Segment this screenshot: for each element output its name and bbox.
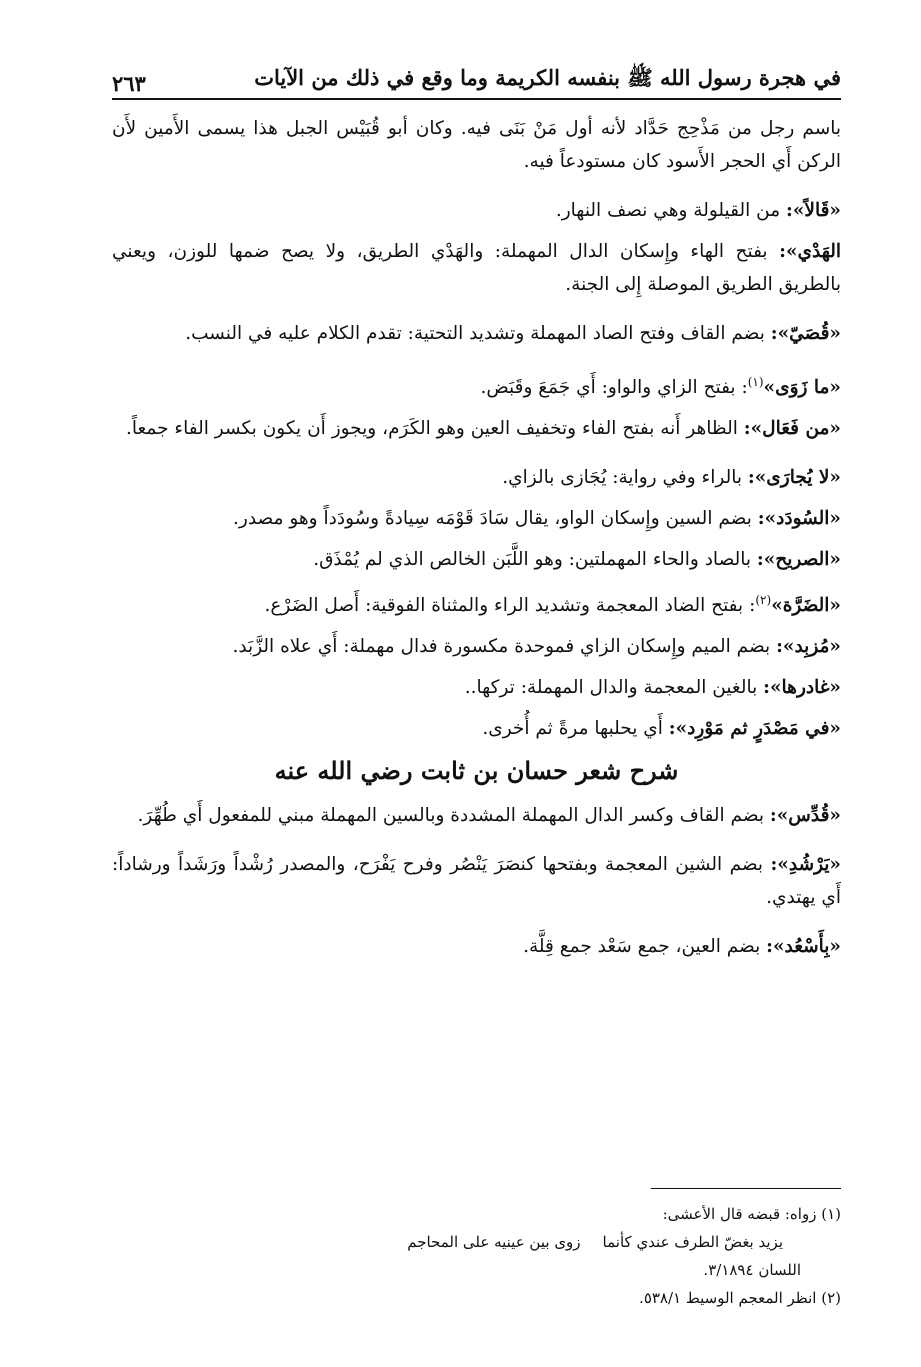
paragraph: «السُودَد»: بضم السين وإِسكان الواو، يقال سَادَ قَوْمَه سِيادةً وسُودَداً وهو مصدر. — [233, 508, 841, 530]
paragraph: «من فَعَال»: الظاهر أَنه بفتح الفاء وتخفيف العين وهو الكَرَم، ويجوز أَن يكون بكسر الفاء جمعاً. — [125, 418, 841, 440]
gloss-term: «غادرها»: — [763, 677, 841, 699]
footnote-rule — [651, 1188, 841, 1189]
paragraph: «قُصَيّ»: بضم القاف وفتح الصاد المهملة وتشديد التحتية: تقدم الكلام عليه في النسب. — [185, 323, 841, 344]
paragraph: «لا يُجارَى»: بالراء وفي رواية: يُجَازى بالزاي. — [502, 467, 841, 489]
gloss-term: «بِأَسْعُد»: — [766, 936, 841, 958]
gloss-term: «السُودَد»: — [757, 508, 841, 530]
running-header — [112, 56, 841, 96]
footnote-ref[interactable]: (١) — [747, 375, 764, 389]
gloss-term: الهَدْي»: — [779, 241, 841, 262]
verse-second-hemistich: زوى بين عينيه على المحاجم — [407, 1233, 581, 1251]
paragraph: «غادرها»: بالغين المعجمة والدال المهملة: تركها.. — [464, 677, 841, 699]
paragraph: «الضَرَّة»$^{(٢)}$: بفتح الضاد المعجمة وتشديد الراء والمثناة الفوقية: أَصل الضَرْع. — [264, 593, 841, 617]
paragraph: باسم رجل من مَذْحِج حَدَّاد لأنه أول مَنْ بَنَى فيه. وكان أبو قُبَيْس الجبل هذا يسمى الأَمين لأَن الركن أَي الحجر الأَسود كان مستودعاً فيه. — [112, 118, 841, 172]
paragraph: «يَرْشُدِ»: بضم الشين المعجمة وبفتحها كنصَرَ يَنْصُر وفرح يَفْرَح، والمصدر رُشْداً ورَشَداً ورشاداً: أَي يهتدي. — [112, 854, 841, 909]
gloss-term: «قَالاً»: — [786, 200, 841, 221]
footnote-2: (٢) انظر المعجم الوسيط ٥٣٨/١. — [639, 1289, 841, 1307]
gloss-term: «مُزبِد»: — [776, 636, 841, 658]
footnote-1: (١) زواه: قبضه قال الأعشى: — [662, 1205, 841, 1223]
gloss-term: «لا يُجارَى»: — [747, 467, 841, 489]
section-title: شرح شعر حسان بن ثابت رضي الله عنه — [274, 756, 679, 786]
paragraph: «قُدِّس»: بضم القاف وكسر الدال المهملة المشددة وبالسين المهملة مبني للمفعول أَي طُهِّرَ. — [137, 805, 841, 827]
verse-source: اللسان ٣/١٨٩٤. — [703, 1261, 801, 1279]
gloss-term: «الضَرَّة» — [771, 595, 841, 617]
main-text — [112, 112, 841, 979]
page-number: ٢٦٣ — [112, 71, 146, 96]
gloss-term: «قُصَيّ»: — [770, 323, 841, 344]
paragraph: الهَدْي»: بفتح الهاء وإِسكان الدال المهملة: والهَدْي الطريق، ولا يصح ضمها للوزن، ويعني بالطريق الطريق الموصلة إِلى الجنة. — [112, 241, 841, 295]
footnotes — [112, 1200, 841, 1312]
gloss-term: «الصريح»: — [756, 549, 841, 571]
paragraph: «في مَصْدَرٍ ثم مَوْرِد»: أَي يحلبها مرةً ثم أُخرى. — [482, 718, 841, 740]
footnote-ref[interactable]: (٢) — [755, 593, 772, 608]
paragraph: «الصريح»: بالصاد والحاء المهملتين: وهو اللَّبَن الخالص الذي لم يُمْذَق. — [313, 549, 841, 571]
header-rule — [112, 98, 841, 100]
paragraph: «قَالاً»: من القيلولة وهي نصف النهار. — [555, 200, 841, 221]
verse-first-hemistich: يزيد بغضّ الطرف عندي كأنما — [602, 1233, 783, 1251]
paragraph: «ما زَوَى»$^{(١)}$: بفتح الزاي والواو: أَي جَمَعَ وقَبَض. — [480, 375, 841, 399]
gloss-term: «من فَعَال»: — [743, 418, 841, 440]
running-title: في هجرة رسول الله ﷺ بنفسه الكريمة وما وقع في ذلك من الآيات — [254, 65, 841, 90]
paragraph: «بِأَسْعُد»: بضم العين، جمع سَعْد جمع قِلَّة. — [523, 936, 841, 958]
gloss-term: «في مَصْدَرٍ ثم مَوْرِد»: — [668, 718, 841, 740]
gloss-term: «يَرْشُدِ»: — [770, 854, 841, 876]
verse-line — [112, 1228, 841, 1256]
gloss-term: «قُدِّس»: — [769, 805, 841, 827]
gloss-term: «ما زَوَى» — [763, 377, 841, 399]
paragraph: «مُزبِد»: بضم الميم وإِسكان الزاي فموحدة مكسورة فدال مهملة: أَي علاه الزَّبَد. — [232, 636, 841, 658]
